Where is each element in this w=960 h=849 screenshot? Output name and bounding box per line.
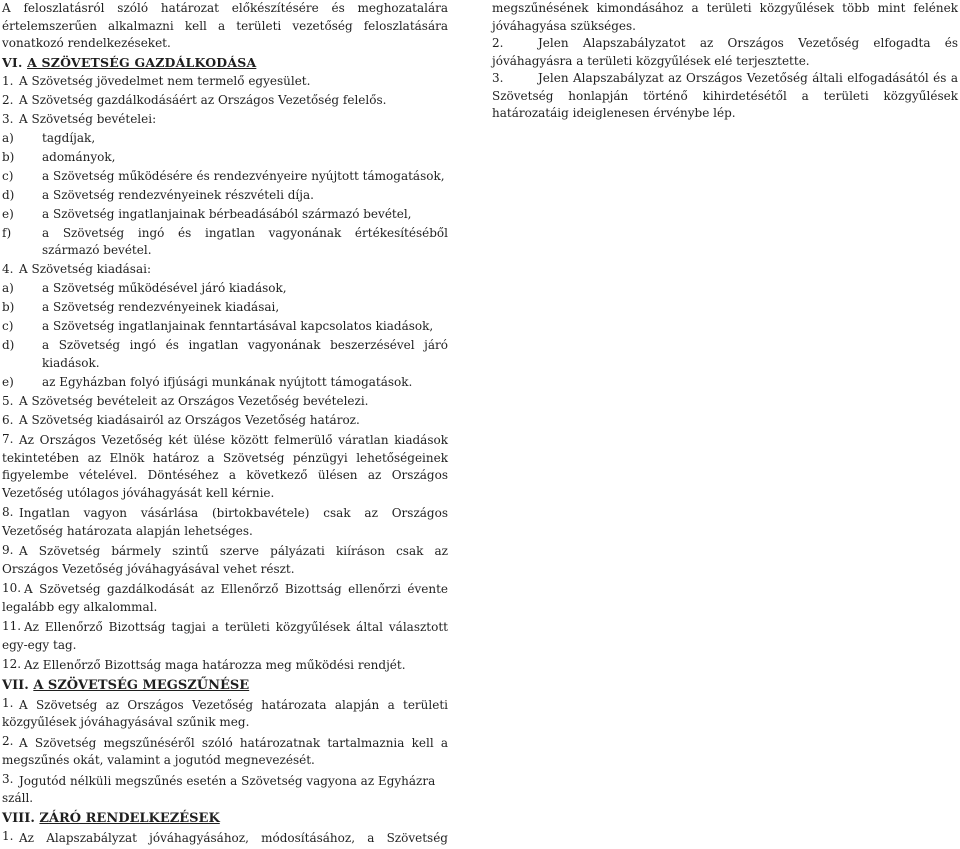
paragraph-viii-2-text: Jelen Alapszabályzatot az Országos Vezetőség elfogadta és jóváhagyásra a területi közgyűlések elé terjesztette. xyxy=(492,36,958,68)
list-text: a Szövetség ingó és ingatlan vagyonának értékesítéséből származó bevétel. xyxy=(42,225,448,257)
paragraph-vi-5 xyxy=(2,393,448,411)
paragraph-number: 8. xyxy=(2,504,14,519)
paragraph-vi-2 xyxy=(2,92,448,110)
paragraph-number: 5. xyxy=(2,393,14,408)
list-item xyxy=(2,206,448,224)
paragraph-text: A Szövetség bevételei: xyxy=(19,111,157,126)
list-label: d) xyxy=(2,187,15,202)
section-viii-title: ZÁRÓ RENDELKEZÉSEK xyxy=(39,810,220,826)
list-text: a Szövetség rendezvényeinek kiadásai, xyxy=(42,300,280,314)
list-label: d) xyxy=(2,338,15,352)
paragraph-number: 2. xyxy=(2,734,14,748)
paragraph-vii-2-text: A Szövetség megszűnéséről szóló határozatnak tartalmaznia kell a megszűnés okát, valamint a jogutód megnevezését. xyxy=(2,735,448,767)
intro-paragraph: A feloszlatásról szóló határozat előkészítésére és meghozatalára értelemszerűen alkalmazni kell a területi vezetőség feloszlatására vonatkozó rendelkezéseket. xyxy=(2,1,448,50)
list-item xyxy=(2,187,448,205)
list-label: a) xyxy=(2,130,14,145)
section-vi-number: VI. xyxy=(2,55,28,70)
paragraph-number: 11. xyxy=(2,618,22,633)
paragraph-number: 4. xyxy=(2,262,14,276)
list-text: a Szövetség működésére és rendezvényeire nyújtott támogatások, xyxy=(42,168,445,183)
expense-list xyxy=(2,280,448,391)
section-vi-heading xyxy=(2,54,448,72)
paragraph-number: 6. xyxy=(2,412,14,427)
paragraph-text: A Szövetség kiadásai: xyxy=(19,262,151,276)
paragraph-number: 9. xyxy=(2,542,14,557)
section-vi-title: A SZÖVETSÉG GAZDÁLKODÁSA xyxy=(27,55,257,70)
paragraph-vi-12-text: Az Ellenőrző Bizottság maga határozza meg működési rendjét. xyxy=(24,658,406,672)
list-item xyxy=(2,299,448,317)
paragraph-vi-3 xyxy=(2,111,448,129)
paragraph-number: 3. xyxy=(2,772,14,786)
paragraph-text: A Szövetség jövedelmet nem termelő egyesület. xyxy=(19,73,311,88)
list-item xyxy=(2,374,448,392)
paragraph-viii-1-text: Az Alapszabályzat jóváhagyásához, módosításához, a Szövetség xyxy=(19,830,448,845)
section-vii-number: VII. xyxy=(2,677,34,693)
paragraph-text: A Szövetség kiadásairól az Országos Vezetőség határoz. xyxy=(19,412,360,427)
paragraph-number: 3. xyxy=(492,71,504,85)
list-text: a Szövetség rendezvényeinek részvételi díja. xyxy=(42,187,314,202)
list-label: c) xyxy=(2,168,14,183)
paragraph-text: A Szövetség bevételeit az Országos Vezetőség bevételezi. xyxy=(19,393,369,408)
section-viii-heading xyxy=(2,810,448,828)
paragraph-vi-7-text: Az Országos Vezetőség két ülése között felmerülő váratlan kiadások tekintetében az Elnök határoz a Szövetség pénzügyi lehetőségeinek figyelembe vételével. Döntéséhez a következő ülésen az Országos Vezetőség utólagos jóváhagyását kell kérnie. xyxy=(2,433,448,500)
list-text: a Szövetség ingatlanjainak fenntartásával kapcsolatos kiadások, xyxy=(42,319,434,333)
section-viii-number: VIII. xyxy=(2,810,40,826)
paragraph-vi-8-text: Ingatlan vagyon vásárlása (birtokbavétele) csak az Országos Vezetőség határozata alapján lehetséges. xyxy=(2,506,448,538)
paragraph-text: A Szövetség gazdálkodásáért az Országos Vezetőség felelős. xyxy=(19,92,387,107)
paragraph-number: 2. xyxy=(492,36,504,50)
paragraph-vi-4 xyxy=(2,261,448,279)
list-label: e) xyxy=(2,206,14,221)
list-text: tagdíjak, xyxy=(42,130,96,145)
list-label: f) xyxy=(2,225,12,240)
paragraph-vi-10-text: A Szövetség gazdálkodását az Ellenőrző Bizottság ellenőrzi évente legalább egy alkalommal. xyxy=(2,582,448,614)
paragraph-number: 3. xyxy=(2,111,14,126)
paragraph-vi-1 xyxy=(2,73,448,91)
paragraph-number: 12. xyxy=(2,656,22,671)
paragraph-viii-1-continued: megszűnésének kimondásához a területi közgyűlések több mint felének jóváhagyása szükséges. xyxy=(492,1,958,33)
left-column xyxy=(2,0,448,849)
list-text: adományok, xyxy=(42,149,116,164)
paragraph-number: 1. xyxy=(2,73,14,88)
list-text: a Szövetség működésével járó kiadások, xyxy=(42,281,287,295)
section-vii-title: A SZÖVETSÉG MEGSZŰNÉSE xyxy=(33,677,250,693)
paragraph-number: 1. xyxy=(2,829,14,843)
paragraph-number: 1. xyxy=(2,696,14,710)
paragraph-number: 10. xyxy=(2,580,22,595)
list-label: b) xyxy=(2,149,15,164)
list-item xyxy=(2,149,448,167)
list-label: b) xyxy=(2,300,15,314)
list-item xyxy=(2,318,448,336)
paragraph-vi-6 xyxy=(2,412,448,430)
list-label: e) xyxy=(2,374,14,389)
list-text: az Egyházban folyó ifjúsági munkának nyújtott támogatások. xyxy=(42,374,413,389)
paragraph-vi-11-text: Az Ellenőrző Bizottság tagjai a területi közgyűlések által választott egy-egy tag. xyxy=(2,620,448,652)
section-vii-heading xyxy=(2,677,448,695)
paragraph-vi-9-text: A Szövetség bármely szintű szerve pályázati kiíráson csak az Országos Vezetőség jóváhagyásával vehet részt. xyxy=(2,544,448,576)
income-list xyxy=(2,130,448,260)
list-text: a Szövetség ingatlanjainak bérbeadásából származó bevétel, xyxy=(42,206,412,221)
paragraph-number: 7. xyxy=(2,431,14,446)
paragraph-viii-3-text: Jelen Alapszabályzat az Országos Vezetőség általi elfogadásától és a Szövetség honlapján történő kihirdetésétől a területi közgyűlések határozatáig ideiglenesen érvénybe lép. xyxy=(492,71,958,120)
paragraph-vii-3-text: Jogutód nélküli megszűnés esetén a Szövetség vagyona az Egyházra száll. xyxy=(2,773,436,805)
paragraph-number: 2. xyxy=(2,92,14,107)
list-item xyxy=(2,168,448,186)
list-item xyxy=(2,225,448,260)
list-item xyxy=(2,130,448,148)
right-column xyxy=(492,0,958,123)
paragraph-vii-1-text: A Szövetség az Országos Vezetőség határozata alapján a területi közgyűlések jóváhagyásával szűnik meg. xyxy=(2,697,448,729)
list-item xyxy=(2,280,448,298)
list-label: c) xyxy=(2,319,14,333)
list-text: a Szövetség ingó és ingatlan vagyonának beszerzésével járó kiadások. xyxy=(42,338,448,370)
list-item xyxy=(2,337,448,372)
list-label: a) xyxy=(2,281,14,295)
